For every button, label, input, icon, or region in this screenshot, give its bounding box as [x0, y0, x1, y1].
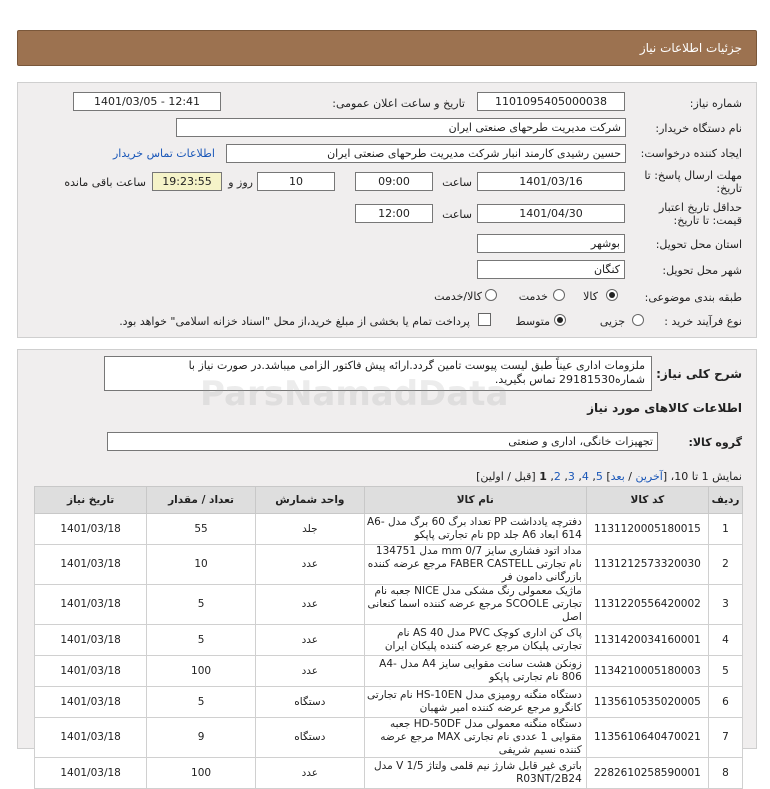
goods-name-cell: مداد اتود فشاری سایز mm 0/7 مدل 134751 نام تجارتی FABER CASTELL مرجع عرضه کننده بازرگانی دامون فر — [364, 545, 586, 585]
process-partial-label: جزیی — [599, 315, 625, 328]
col-unit-header: واحد شمارش — [255, 487, 364, 514]
goods-name-cell: دستگاه منگنه معمولی مدل HD-50DF جعبه مقوایی 1 عددی نام تجارتی MAX مرجع عرضه کننده نسیم شریفی — [364, 718, 586, 758]
col-name-header: نام کالا — [364, 487, 586, 514]
province-field: بوشهر — [477, 234, 625, 253]
validity-label-2: قیمت: تا تاریخ: — [673, 214, 742, 227]
validity-label-1: حداقل تاریخ اعتبار — [658, 201, 742, 214]
need-date-cell: 1401/03/18 — [35, 758, 147, 789]
goods-table — [34, 486, 743, 789]
pagination-last-link[interactable]: آخرین — [635, 470, 663, 483]
unit-cell: دستگاه — [255, 687, 364, 718]
need-number-label: شماره نیاز: — [689, 97, 742, 110]
quantity-cell: 5 — [147, 625, 256, 656]
pagination-current-page: 1 — [539, 470, 547, 483]
unit-cell: دستگاه — [255, 718, 364, 758]
goods-code-cell: 1131120005180015 — [586, 514, 708, 545]
table-row[interactable] — [35, 656, 743, 687]
quantity-cell: 100 — [147, 656, 256, 687]
row-number-cell: 1 — [709, 514, 743, 545]
announce-datetime-label: تاریخ و ساعت اعلان عمومی: — [332, 97, 465, 110]
table-header-row — [35, 487, 743, 514]
unit-cell: عدد — [255, 625, 364, 656]
pagination-page-5[interactable]: 5 — [595, 470, 603, 483]
col-qty-header: تعداد / مقدار — [147, 487, 256, 514]
quantity-cell: 5 — [147, 687, 256, 718]
goods-name-cell: دستگاه منگنه رومیزی مدل HS-10EN نام تجارتی کانگرو مرجع عرضه کننده امیر شهبان — [364, 687, 586, 718]
pagination-next-link[interactable]: بعد — [610, 470, 625, 483]
validity-time-field: 12:00 — [355, 204, 433, 223]
goods-code-cell: 2282610258590001 — [586, 758, 708, 789]
pagination-showing: نمایش 1 تا 10، — [670, 470, 742, 483]
goods-code-cell: 1134210005180003 — [586, 656, 708, 687]
need-date-cell: 1401/03/18 — [35, 687, 147, 718]
pagination-page-2[interactable]: 2 — [553, 470, 561, 483]
treasury-payment-checkbox[interactable] — [478, 313, 491, 326]
category-goods-service-radio[interactable] — [485, 289, 497, 301]
table-row[interactable] — [35, 758, 743, 789]
row-number-cell: 5 — [709, 656, 743, 687]
requester-field: حسین رشیدی کارمند انبار شرکت مدیریت طرحهای صنعتی ایران — [226, 144, 626, 163]
table-row[interactable] — [35, 625, 743, 656]
announce-datetime-field: 1401/03/05 - 12:41 — [73, 92, 221, 111]
deadline-label-1: مهلت ارسال پاسخ: تا — [644, 169, 742, 182]
table-row[interactable] — [35, 718, 743, 758]
need-date-cell: 1401/03/18 — [35, 718, 147, 758]
quantity-cell: 55 — [147, 514, 256, 545]
day-and-label: روز و — [228, 176, 253, 189]
buyer-org-label: نام دستگاه خریدار: — [655, 122, 742, 135]
page-title: جزئیات اطلاعات نیاز — [639, 41, 742, 55]
goods-name-cell: باتری غیر قابل شارژ نیم قلمی ولتاژ V 1/5 مدل R03NT/2B24 — [364, 758, 586, 789]
category-service-radio[interactable] — [553, 289, 565, 301]
table-row[interactable] — [35, 687, 743, 718]
goods-name-cell: دفترچه یادداشت PP تعداد برگ 60 برگ مدل A6-614 ابعاد A6 جلد pp نام تجارتی پاپکو — [364, 514, 586, 545]
unit-cell: عدد — [255, 585, 364, 625]
need-date-cell: 1401/03/18 — [35, 514, 147, 545]
category-service-label: خدمت — [518, 290, 548, 303]
goods-group-field: تجهیزات خانگی، اداری و صنعتی — [107, 432, 658, 451]
city-label: شهر محل تحویل: — [662, 264, 742, 277]
treasury-payment-note: پرداخت تمام یا بخشی از مبلغ خرید،از محل "اسناد خزانه اسلامی" خواهد بود. — [119, 315, 470, 328]
goods-code-cell: 1135610535020005 — [586, 687, 708, 718]
category-goods-service-label: کالا/خدمت — [434, 290, 482, 303]
deadline-label-2: تاریخ: — [716, 182, 742, 195]
buyer-contact-link[interactable]: اطلاعات تماس خریدار — [113, 147, 215, 160]
unit-cell: جلد — [255, 514, 364, 545]
requester-label: ایجاد کننده درخواست: — [640, 147, 742, 160]
pagination-page-4[interactable]: 4 — [581, 470, 589, 483]
unit-cell: عدد — [255, 545, 364, 585]
unit-cell: عدد — [255, 656, 364, 687]
need-date-cell: 1401/03/18 — [35, 585, 147, 625]
quantity-cell: 10 — [147, 545, 256, 585]
need-date-cell: 1401/03/18 — [35, 545, 147, 585]
goods-group-label: گروه کالا: — [688, 436, 742, 449]
buyer-org-field: شرکت مدیریت طرحهای صنعتی ایران — [176, 118, 626, 137]
goods-code-cell: 1131212573320030 — [586, 545, 708, 585]
goods-name-cell: زونکن هشت سانت مقوایی سایز A4 مدل A4-806 نام تجارتی پاپکو — [364, 656, 586, 687]
category-goods-radio[interactable] — [606, 289, 618, 301]
pagination: نمایش 1 تا 10، [آخرین / بعد] 5, 4, 3, 2, 1 [قبل / اولین] — [476, 470, 742, 483]
province-label: استان محل تحویل: — [655, 238, 742, 251]
row-number-cell: 6 — [709, 687, 743, 718]
pagination-prev-first[interactable]: [قبل / اولین] — [476, 470, 536, 483]
table-row[interactable] — [35, 585, 743, 625]
goods-code-cell: 1135610640470021 — [586, 718, 708, 758]
quantity-cell: 5 — [147, 585, 256, 625]
general-desc-label: شرح کلی نیاز: — [656, 367, 742, 381]
col-row-header: ردیف — [709, 487, 743, 514]
deadline-time-label: ساعت — [442, 176, 472, 189]
category-label: طبقه بندی موضوعی: — [644, 291, 742, 304]
quantity-cell: 100 — [147, 758, 256, 789]
days-remaining-field: 10 — [257, 172, 335, 191]
goods-name-cell: ماژیک معمولی رنگ مشکی مدل NICE جعبه نام تجارتی SCOOLE مرجع عرضه کننده اسما کنعانی اصل — [364, 585, 586, 625]
process-partial-radio[interactable] — [632, 314, 644, 326]
col-code-header: کد کالا — [586, 487, 708, 514]
need-date-cell: 1401/03/18 — [35, 656, 147, 687]
general-description: ملزومات اداری عیناً طبق لیست پیوست تامین گردد.ارائه پیش فاکتور الزامی میباشد.در صورت نیاز با شماره29181530 تماس بگیرید. — [104, 356, 652, 391]
row-number-cell: 7 — [709, 718, 743, 758]
unit-cell: عدد — [255, 758, 364, 789]
row-number-cell: 4 — [709, 625, 743, 656]
goods-name-cell: پاک کن اداری کوچک PVC مدل AS 40 نام تجارتی پلیکان مرجع عرضه کننده پلیکان ایران — [364, 625, 586, 656]
need-date-cell: 1401/03/18 — [35, 625, 147, 656]
goods-info-heading: اطلاعات کالاهای مورد نیاز — [587, 401, 742, 415]
time-remaining-field: 19:23:55 — [152, 172, 222, 191]
row-number-cell: 8 — [709, 758, 743, 789]
city-field: کنگان — [477, 260, 625, 279]
process-type-label: نوع فرآیند خرید : — [664, 315, 742, 328]
table-row[interactable] — [35, 514, 743, 545]
page-header — [17, 30, 757, 66]
goods-code-cell: 1131220556420002 — [586, 585, 708, 625]
col-date-header: تاریخ نیاز — [35, 487, 147, 514]
quantity-cell: 9 — [147, 718, 256, 758]
pagination-page-3[interactable]: 3 — [567, 470, 575, 483]
process-medium-radio[interactable] — [554, 314, 566, 326]
row-number-cell: 3 — [709, 585, 743, 625]
validity-time-label: ساعت — [442, 208, 472, 221]
row-number-cell: 2 — [709, 545, 743, 585]
process-medium-label: متوسط — [515, 315, 550, 328]
deadline-time-field: 09:00 — [355, 172, 433, 191]
table-row[interactable] — [35, 545, 743, 585]
category-goods-label: کالا — [583, 290, 598, 303]
goods-code-cell: 1131420034160001 — [586, 625, 708, 656]
deadline-date-field: 1401/03/16 — [477, 172, 625, 191]
validity-date-field: 1401/04/30 — [477, 204, 625, 223]
remaining-label: ساعت باقی مانده — [64, 176, 146, 189]
need-number-field: 1101095405000038 — [477, 92, 625, 111]
